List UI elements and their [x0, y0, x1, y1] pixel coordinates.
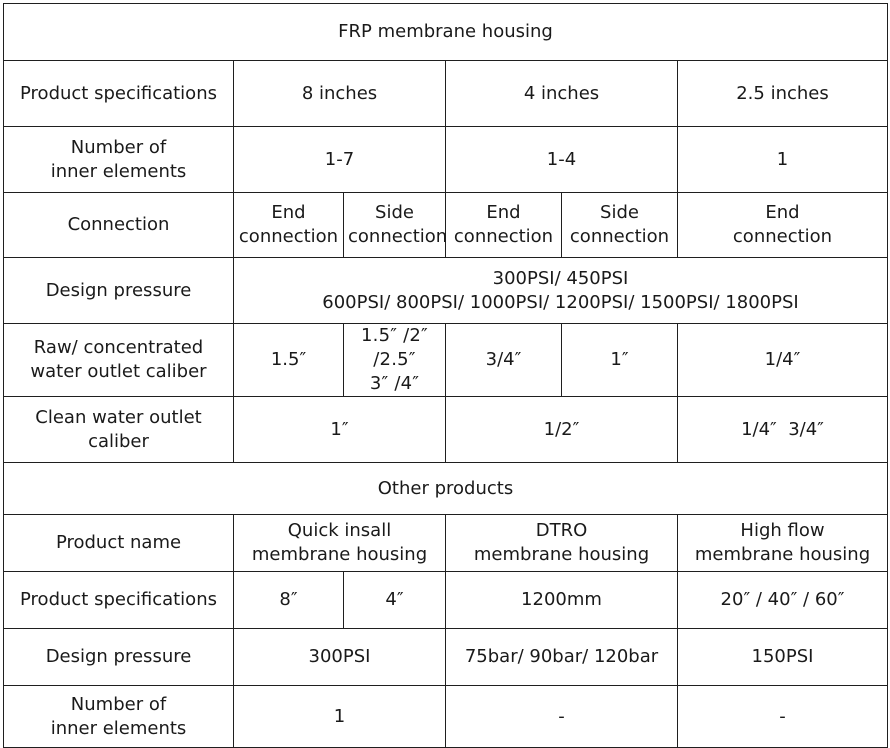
- pressure-label: Design pressure: [4, 258, 234, 324]
- pressure-values: [234, 258, 888, 324]
- clean-outlet-8in: 1″: [234, 397, 446, 463]
- connection-4in-side-line2: connection: [569, 226, 670, 247]
- other-elements-quick: 1: [234, 686, 446, 748]
- clean-outlet-label: [4, 397, 234, 463]
- frp-raw-outlet-row: [4, 324, 888, 397]
- product-quick-install: [234, 515, 446, 572]
- other-elements-label: [4, 686, 234, 748]
- connection-8in-side-line2: connection: [348, 226, 448, 247]
- other-pressure-dtro: 75bar/ 90bar/ 120bar: [446, 629, 678, 686]
- elements-label-line1: Number of: [70, 136, 167, 158]
- connection-4in-end: [446, 193, 562, 258]
- elements-label: [4, 127, 234, 193]
- product-dtro: [446, 515, 678, 572]
- product-name-label: Product name: [4, 515, 234, 572]
- other-spec-8in: 8″: [234, 572, 344, 629]
- raw-outlet-8in-end: 1.5″: [234, 324, 344, 397]
- connection-8in-end: [234, 193, 344, 258]
- elements-4in: 1-4: [446, 127, 678, 193]
- other-title: Other products: [4, 463, 888, 515]
- raw-outlet-8in-side: [344, 324, 446, 397]
- other-elements-row: [4, 686, 888, 748]
- other-pressure-high-flow: 150PSI: [678, 629, 888, 686]
- other-pressure-quick: 300PSI: [234, 629, 446, 686]
- other-pressure-label: Design pressure: [4, 629, 234, 686]
- product-quick-install-line1: Quick insall: [287, 520, 392, 541]
- raw-outlet-4in-side: 1″: [562, 324, 678, 397]
- raw-outlet-8in-side-line1: 1.5″ /2″ /2.5″: [361, 325, 428, 370]
- product-dtro-line1: DTRO: [535, 520, 588, 541]
- clean-outlet-4in: 1/2″: [446, 397, 678, 463]
- frp-connection-row: [4, 193, 888, 258]
- product-dtro-line2: membrane housing: [473, 544, 650, 565]
- connection-4in-side-line1: Side: [600, 202, 639, 223]
- raw-outlet-label: [4, 324, 234, 397]
- other-elements-label-line2: inner elements: [50, 717, 187, 739]
- spec-25in: 2.5 inches: [678, 61, 888, 127]
- raw-outlet-label-line1: Raw/ concentrated: [33, 337, 204, 358]
- elements-25in: 1: [678, 127, 888, 193]
- connection-8in-end-line2: connection: [238, 226, 339, 247]
- frp-title: FRP membrane housing: [4, 4, 888, 61]
- raw-outlet-25in: 1/4″: [678, 324, 888, 397]
- other-elements-label-line1: Number of: [70, 693, 167, 715]
- connection-8in-side-line1: Side: [375, 202, 414, 223]
- other-spec-4in: 4″: [344, 572, 446, 629]
- connection-4in-end-line2: connection: [453, 226, 554, 247]
- raw-outlet-4in-end: 3/4″: [446, 324, 562, 397]
- connection-25in-end-line1: End: [765, 202, 800, 223]
- other-name-row: [4, 515, 888, 572]
- frp-spec-row: [4, 61, 888, 127]
- spec-4in: 4 inches: [446, 61, 678, 127]
- spec-8in: 8 inches: [234, 61, 446, 127]
- other-spec-dtro: 1200mm: [446, 572, 678, 629]
- connection-label: Connection: [4, 193, 234, 258]
- spec-table: [3, 3, 888, 748]
- frp-clean-outlet-row: [4, 397, 888, 463]
- raw-outlet-label-line2: water outlet caliber: [30, 361, 207, 382]
- connection-25in-end-line2: connection: [732, 226, 833, 247]
- clean-outlet-label-line1: Clean water outlet: [35, 406, 202, 428]
- product-high-flow-line1: High flow: [740, 520, 825, 541]
- other-title-row: [4, 463, 888, 515]
- connection-4in-end-line1: End: [486, 202, 521, 223]
- clean-outlet-label-line2: caliber: [88, 430, 149, 452]
- other-elements-high-flow: -: [678, 686, 888, 748]
- pressure-line1: 300PSI/ 450PSI: [492, 267, 629, 289]
- product-high-flow-line2: membrane housing: [694, 544, 871, 565]
- other-elements-dtro: -: [446, 686, 678, 748]
- connection-8in-side: [344, 193, 446, 258]
- clean-outlet-25in: 1/4″ 3/4″: [678, 397, 888, 463]
- connection-8in-end-line1: End: [271, 202, 306, 223]
- frp-pressure-row: [4, 258, 888, 324]
- other-spec-row: [4, 572, 888, 629]
- pressure-line2: 600PSI/ 800PSI/ 1000PSI/ 1200PSI/ 1500PSI/ 1800PSI: [322, 291, 799, 313]
- connection-4in-side: [562, 193, 678, 258]
- raw-outlet-8in-side-line2: 3″ /4″: [369, 373, 420, 394]
- product-quick-install-line2: membrane housing: [251, 544, 428, 565]
- other-spec-high-flow: 20″ / 40″ / 60″: [678, 572, 888, 629]
- spec-label: Product specifications: [4, 61, 234, 127]
- connection-25in-end: [678, 193, 888, 258]
- elements-label-line2: inner elements: [50, 160, 187, 182]
- other-spec-label: Product specifications: [4, 572, 234, 629]
- frp-elements-row: [4, 127, 888, 193]
- other-pressure-row: [4, 629, 888, 686]
- product-high-flow: [678, 515, 888, 572]
- elements-8in: 1-7: [234, 127, 446, 193]
- frp-title-row: [4, 4, 888, 61]
